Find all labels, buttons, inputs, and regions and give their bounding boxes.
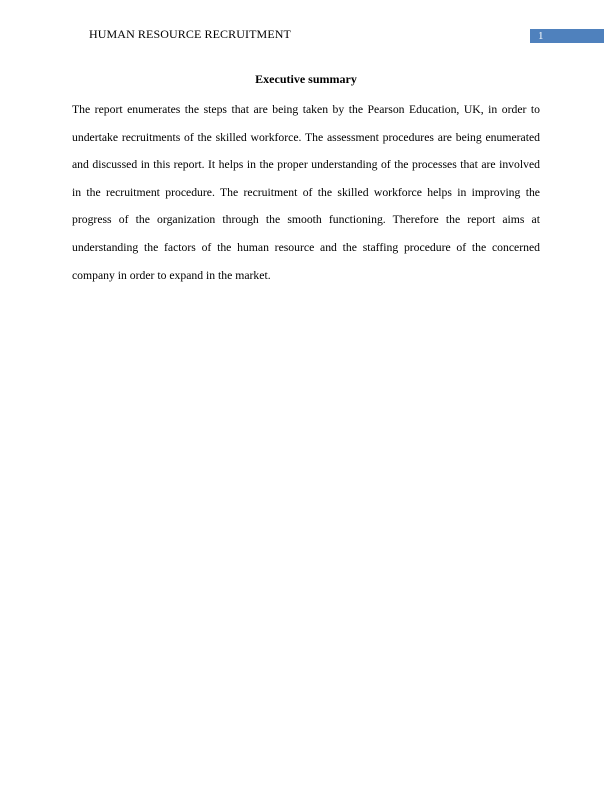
section-title: Executive summary xyxy=(255,72,357,86)
page-number-badge xyxy=(530,29,604,43)
executive-summary-paragraph: The report enumerates the steps that are being taken by the Pearson Education, UK, in order to undertake recruitments of the skilled workforce. The assessment procedures are being enumerated and discussed in this report. It helps in the proper understanding of the processes that are involved in the recruitment procedure. The recruitment of the skilled workforce helps in improving the progress of the organization through the smooth functioning. Therefore the report aims at understanding the factors of the human resource and the staffing procedure of the concerned company in order to expand in the market. xyxy=(72,103,540,282)
page-number: 1 xyxy=(538,30,544,42)
running-head: HUMAN RESOURCE RECRUITMENT xyxy=(89,27,291,41)
